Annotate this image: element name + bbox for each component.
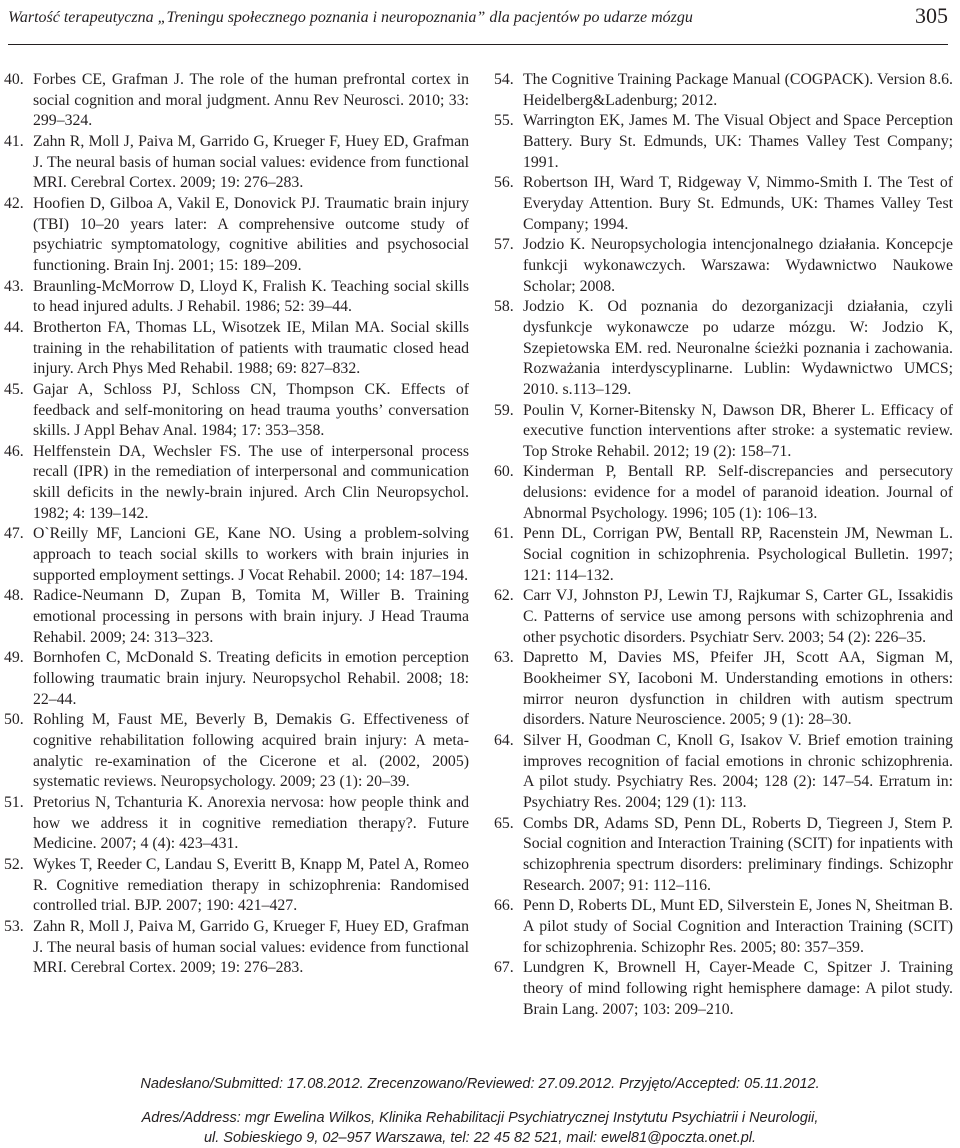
reference-item bbox=[4, 855, 469, 917]
running-title: Wartość terapeutyczna „Treningu społecznego poznania i neuropoznania” dla pacjentów po udarze mózgu bbox=[8, 9, 693, 26]
reference-item bbox=[494, 462, 953, 524]
address-line-2: ul. Sobieskiego 9, 02–957 Warszawa, tel: 22 45 82 521, mail: ewel81@poczta.onet.pl. bbox=[203, 1130, 757, 1146]
correspondence-address bbox=[0, 1108, 960, 1148]
reference-number: 51. bbox=[4, 793, 24, 811]
reference-text: Zahn R, Moll J, Paiva M, Garrido G, Krueger F, Huey ED, Grafman J. The neural basis of human social values: evidence from functional MRI. Cerebral Cortex. 2009; 19: 276–283. bbox=[33, 132, 469, 192]
reference-number: 44. bbox=[4, 318, 24, 336]
reference-text: Warrington EK, James M. The Visual Object and Space Perception Battery. Bury St. Edmunds, UK: Thames Valley Test Company; 1991. bbox=[523, 112, 953, 171]
page-header bbox=[8, 0, 948, 45]
reference-text: Dapretto M, Davies MS, Pfeifer JH, Scott AA, Sigman M, Bookheimer SY, Iacoboni M. Understanding emotions in others: mirror neuron dysfunction in children with autism spectrum disorders. Nature Neuroscience. 2005; 9 (1): 28–30. bbox=[523, 649, 953, 729]
reference-number: 52. bbox=[4, 855, 24, 873]
reference-number: 40. bbox=[4, 71, 24, 88]
reference-text: Silver H, Goodman C, Knoll G, Isakov V. Brief emotion training improves recognition of facial emotions in chronic schizophrenia. A pilot study. Psychiatry Res. 2004; 128 (2): 147–54. Erratum in: Psychiatry Res. 2004; 129 (1): 113. bbox=[523, 732, 953, 811]
reference-number: 43. bbox=[4, 277, 24, 295]
reference-number: 42. bbox=[4, 194, 24, 212]
reference-text: Pretorius N, Tchanturia K. Anorexia nervosa: how people think and how we address it in cognitive remediation therapy?. Future Medicine. 2007; 4 (4): 423–431. bbox=[33, 793, 469, 853]
reference-number: 48. bbox=[4, 587, 24, 605]
reference-text: Helffenstein DA, Wechsler FS. The use of interpersonal process recall (IPR) in the remediation of interpersonal and communication skill deficits in the newly-brain injured. Arch Clin Neuropsychol. 1982; 4: 139–142. bbox=[33, 442, 469, 522]
reference-text: Bornhofen C, McDonald S. Treating deficits in emotion perception following traumatic brain injury. Neuropsychol Rehabil. 2008; 18: 22–44. bbox=[33, 649, 469, 708]
reference-item bbox=[494, 173, 953, 235]
reference-number: 58. bbox=[494, 298, 514, 316]
reference-item bbox=[4, 793, 469, 855]
reference-item bbox=[4, 648, 469, 710]
reference-text: Forbes CE, Grafman J. The role of the human prefrontal cortex in social cognition and moral judgment. Annu Rev Neurosci. 2010; 33: 299–324. bbox=[33, 71, 469, 130]
reference-item bbox=[4, 70, 469, 132]
reference-item bbox=[4, 318, 469, 380]
reference-number: 57. bbox=[494, 236, 514, 254]
reference-text: Zahn R, Moll J, Paiva M, Garrido G, Krueger F, Huey ED, Grafman J. The neural basis of human social values: evidence from functional MRI. Cerebral Cortex. 2009; 19: 276–283. bbox=[33, 917, 469, 977]
reference-number: 47. bbox=[4, 525, 24, 543]
reference-text: Wykes T, Reeder C, Landau S, Everitt B, Knapp M, Patel A, Romeo R. Cognitive remediation therapy in schizophrenia: Randomised controlled trial. BJP. 2007; 190: 421–427. bbox=[33, 855, 469, 915]
reference-number: 67. bbox=[494, 959, 514, 977]
reference-item bbox=[494, 731, 953, 814]
reference-item bbox=[4, 710, 469, 793]
reference-item bbox=[494, 896, 953, 958]
reference-item bbox=[494, 586, 953, 648]
reference-number: 56. bbox=[494, 174, 514, 192]
reference-number: 50. bbox=[4, 711, 24, 729]
reference-item bbox=[494, 401, 953, 463]
reference-number: 63. bbox=[494, 649, 514, 667]
reference-text: Brotherton FA, Thomas LL, Wisotzek IE, Milan MA. Social skills training in the rehabilitation of patients with traumatic closed head injury. Arch Phys Med Rehabil. 1988; 69: 827–832. bbox=[33, 318, 469, 378]
reference-item bbox=[494, 235, 953, 297]
references-left-column bbox=[4, 70, 469, 979]
reference-item bbox=[4, 277, 469, 318]
reference-number: 60. bbox=[494, 463, 514, 481]
reference-item bbox=[4, 524, 469, 586]
reference-text: Combs DR, Adams SD, Penn DL, Roberts D, Tiegreen J, Stem P. Social cognition and Interaction Training (SCIT) for inpatients with schizophrenia spectrum disorders: preliminary findings. Schizophr Research. 2007; 91: 112–116. bbox=[523, 814, 953, 894]
reference-item bbox=[4, 380, 469, 442]
reference-text: Penn D, Roberts DL, Munt ED, Silverstein E, Jones N, Sheitman B. A pilot study of Social Cognition and Interaction Training (SCIT) for schizophrenia. Schizophr Res. 2005; 80: 357–359. bbox=[523, 897, 953, 956]
reference-item bbox=[494, 297, 953, 400]
address-line-1: Adres/Address: mgr Ewelina Wilkos, Klinika Rehabilitacji Psychiatrycznej Instytutu Psychiatrii i Neurologii, bbox=[141, 1110, 819, 1126]
reference-text: Gajar A, Schloss PJ, Schloss CN, Thompson CK. Effects of feedback and self-monitoring on head trauma youths’ conversation skills. J Appl Behav Anal. 1984; 17: 353–358. bbox=[33, 380, 469, 440]
reference-text: The Cognitive Training Package Manual (COGPACK). Version 8.6. Heidelberg&Ladenburg; 2012. bbox=[523, 71, 953, 109]
reference-item bbox=[4, 132, 469, 194]
reference-item bbox=[494, 958, 953, 1020]
reference-number: 41. bbox=[4, 132, 24, 150]
reference-item bbox=[494, 70, 953, 111]
reference-item bbox=[4, 194, 469, 277]
reference-number: 53. bbox=[4, 917, 24, 935]
reference-number: 59. bbox=[494, 401, 514, 419]
reference-number: 62. bbox=[494, 587, 514, 605]
reference-item bbox=[494, 524, 953, 586]
reference-text: Hoofien D, Gilboa A, Vakil E, Donovick PJ. Traumatic brain injury (TBI) 10–20 years later: A comprehensive outcome study of psychiatric symptomatology, cognitive abilities and psychosocial functioning. Brain Inj. 2001; 15: 189–209. bbox=[33, 194, 469, 274]
reference-number: 64. bbox=[494, 732, 514, 749]
reference-number: 66. bbox=[494, 897, 514, 915]
reference-text: Radice-Neumann D, Zupan B, Tomita M, Willer B. Training emotional processing in persons with brain injury. J Head Trauma Rehabil. 2009; 24: 313–323. bbox=[33, 587, 469, 646]
references-right-column bbox=[494, 70, 953, 1020]
reference-number: 46. bbox=[4, 442, 24, 460]
reference-text: Rohling M, Faust ME, Beverly B, Demakis G. Effectiveness of cognitive rehabilitation following acquired brain injury: A meta-analytic re-examination of the Cicerone et al. (2002, 2005) systematic reviews. Neuropsychology. 2009; 23 (1): 20–39. bbox=[33, 711, 469, 791]
reference-item bbox=[4, 586, 469, 648]
reference-number: 65. bbox=[494, 814, 514, 832]
reference-item bbox=[494, 814, 953, 897]
reference-number: 45. bbox=[4, 380, 24, 398]
reference-item bbox=[4, 917, 469, 979]
reference-text: O`Reilly MF, Lancioni GE, Kane NO. Using a problem-solving approach to teach social skills to workers with brain injuries in supported employment settings. J Vocat Rehabil. 2000; 14: 187–194. bbox=[33, 525, 469, 584]
page-number: 305 bbox=[915, 3, 948, 28]
reference-text: Poulin V, Korner-Bitensky N, Dawson DR, Bherer L. Efficacy of executive function interventions after stroke: a systematic review. Top Stroke Rehabil. 2012; 19 (2): 158–71. bbox=[523, 401, 953, 460]
reference-text: Robertson IH, Ward T, Ridgeway V, Nimmo-Smith I. The Test of Everyday Attention. Bury St. Edmunds, UK: Thames Valley Test Company; 1994. bbox=[523, 174, 953, 233]
reference-text: Penn DL, Corrigan PW, Bentall RP, Racenstein JM, Newman L. Social cognition in schizophrenia. Psychological Bulletin. 1997; 121: 114–132. bbox=[523, 525, 953, 584]
reference-text: Kinderman P, Bentall RP. Self-discrepancies and persecutory delusions: evidence for a model of paranoid ideation. Journal of Abnormal Psychology. 1996; 105 (1): 106–13. bbox=[523, 463, 953, 522]
reference-text: Jodzio K. Neuropsychologia intencjonalnego działania. Koncepcje funkcji wykonawczych. Warszawa: Wydawnictwo Naukowe Scholar; 2008. bbox=[523, 236, 953, 295]
reference-number: 49. bbox=[4, 649, 24, 667]
reference-text: Carr VJ, Johnston PJ, Lewin TJ, Rajkumar S, Carter GL, Issakidis C. Patterns of service use among persons with schizophrenia and other psychotic disorders. Psychiatr Serv. 2003; 54 (2): 226–35. bbox=[523, 587, 953, 646]
reference-number: 54. bbox=[494, 71, 514, 88]
reference-text: Braunling-McMorrow D, Lloyd K, Fralish K. Teaching social skills to head injured adults. J Rehabil. 1986; 52: 39–44. bbox=[33, 277, 469, 316]
reference-item bbox=[494, 111, 953, 173]
submission-dates: Nadesłano/Submitted: 17.08.2012. Zrecenzowano/Reviewed: 27.09.2012. Przyjęto/Accepted: 05.11.2012. bbox=[140, 1076, 820, 1092]
reference-text: Jodzio K. Od poznania do dezorganizacji działania, czyli dysfunkcje wykonawcze po udarze mózgu. W: Jodzio K, Szepietowska EM. red. Neuronalne ścieżki poznania i zachowania. Rozważania interdyscyplinarne. Lublin: Wydawnictwo UMCS; 2010. s.113–129. bbox=[523, 298, 953, 398]
reference-text: Lundgren K, Brownell H, Cayer-Meade C, Spitzer J. Training theory of mind following right hemisphere damage: A pilot study. Brain Lang. 2007; 103: 209–210. bbox=[523, 959, 953, 1018]
reference-item bbox=[4, 442, 469, 525]
reference-item bbox=[494, 648, 953, 731]
reference-number: 55. bbox=[494, 112, 514, 130]
reference-number: 61. bbox=[494, 525, 514, 543]
